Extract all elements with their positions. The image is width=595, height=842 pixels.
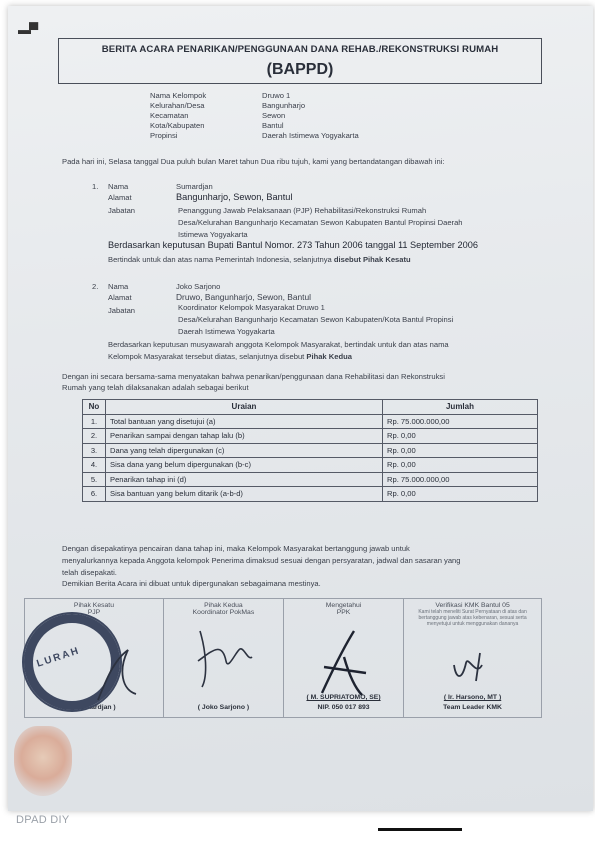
info-value: Daerah Istimewa Yogyakarta	[262, 131, 359, 140]
row-amount: Rp. 0,00	[383, 487, 538, 502]
jabatan-line: Desa/Kelurahan Bangunharjo Kecamatan Sewon Kabupaten Bantul Propinsi Daerah	[178, 218, 463, 227]
jabatan-line: Desa/Kelurahan Bangunharjo Kecamatan Sewon Kabupaten/Kota Bantul Propinsi	[178, 315, 454, 324]
info-value: Druwo 1	[262, 91, 291, 100]
party-number: 2.	[92, 282, 99, 291]
party-name: Joko Sarjono	[176, 282, 221, 291]
info-label: Kelurahan/Desa	[150, 101, 205, 110]
info-value: Bantul	[262, 121, 284, 130]
handwritten-mark: ▬▀	[18, 22, 37, 37]
party-number: 1.	[92, 182, 99, 191]
basis-line	[108, 352, 352, 362]
intro-text: Pada hari ini, Selasa tanggal Dua puluh bulan Maret tahun Dua ribu tujuh, kami yang bertandatangan dibawah ini:	[62, 157, 445, 166]
basis-line: Berdasarkan keputusan musyawarah anggota Kelompok Masyarakat, bertindak untuk dan atas nama	[108, 340, 449, 349]
row-description: Penarikan tahap ini (d)	[106, 472, 383, 487]
closing-line: Demikian Berita Acara ini dibuat untuk dipergunakan sebagaimana mestinya.	[62, 579, 321, 588]
sig-title: Pihak Kedua	[204, 602, 243, 609]
row-number: 1.	[83, 414, 106, 429]
row-number: 4.	[83, 458, 106, 473]
sig-title: Mengetahui	[325, 602, 362, 609]
column-header: No	[83, 400, 106, 415]
bottom-bar	[378, 828, 462, 831]
table-row	[83, 429, 538, 444]
info-label: Propinsi	[150, 131, 178, 140]
acting-statement	[108, 255, 411, 265]
row-amount: Rp. 0,00	[383, 443, 538, 458]
signatory-name: ( Joko Sarjono )	[197, 704, 250, 711]
watermark-seal-icon	[14, 726, 72, 796]
document-subtitle: (BAPPD)	[266, 61, 334, 78]
signatory-nip: NIP. 050 017 893	[317, 704, 370, 711]
stamp-text: LURAH	[35, 645, 82, 670]
basis-prefix: Kelompok Masyarakat tersebut diatas, selanjutnya disebut	[108, 352, 307, 361]
row-description: Total bantuan yang disetujui (a)	[106, 414, 383, 429]
sig-subtitle: Koordinator PokMas	[192, 609, 255, 616]
acting-prefix: Bertindak untuk dan atas nama Pemerintah Indonesia, selanjutnya	[108, 255, 334, 264]
party-address: Druwo, Bangunharjo, Sewon, Bantul	[176, 292, 312, 302]
party-address: Bangunharjo, Sewon, Bantul	[176, 192, 293, 202]
row-amount: Rp. 75.000.000,00	[383, 472, 538, 487]
signature-scribble	[88, 640, 148, 710]
pihak-kedua-label: Pihak Kedua	[306, 352, 352, 361]
statement-line: Dengan ini secara bersama-sama menyatakan bahwa penarikan/penggunaan dana Rehabilitasi dan Rekonstruksi	[62, 372, 445, 381]
table-row	[83, 487, 538, 502]
sig-subtitle: PJP	[87, 609, 101, 616]
jabatan-label: Jabatan	[108, 306, 136, 315]
column-header: Jumlah	[383, 400, 538, 415]
row-number: 2.	[83, 429, 106, 444]
row-description: Dana yang telah dipergunakan (c)	[106, 443, 383, 458]
signatory-name: ( M. SUPRIATOMO, SE)	[306, 694, 381, 701]
funds-table	[82, 399, 538, 502]
info-value: Sewon	[262, 111, 286, 120]
table-row	[83, 443, 538, 458]
info-label: Kota/Kabupaten	[150, 121, 205, 130]
sig-title: Verifikasi KMK Bantul 05	[435, 602, 510, 609]
signature-cell-mengetahui	[283, 599, 403, 718]
info-value: Bangunharjo	[262, 101, 306, 110]
signature-cell-pihak-kedua	[163, 599, 283, 718]
pihak-kesatu-label: disebut Pihak Kesatu	[333, 255, 411, 264]
row-description: Penarikan sampai dengan tahap lalu (b)	[106, 429, 383, 444]
signature-scribble	[314, 627, 374, 697]
row-number: 3.	[83, 443, 106, 458]
table-row	[83, 472, 538, 487]
jabatan-label: Jabatan	[108, 206, 136, 215]
signatory-name: ( Sumardjan )	[72, 704, 116, 711]
jabatan-line: Istimewa Yogyakarta	[178, 230, 248, 239]
info-label: Nama Kelompok	[150, 91, 207, 100]
row-number: 5.	[83, 472, 106, 487]
alamat-label: Alamat	[108, 293, 132, 302]
nama-label: Nama	[108, 182, 129, 191]
alamat-label: Alamat	[108, 193, 132, 202]
row-amount: Rp. 0,00	[383, 458, 538, 473]
statement-line: Rumah yang telah dilaksanakan adalah sebagai berikut	[62, 383, 249, 392]
closing-line: menyalurkannya kepada Anggota kelompok Penerima dimaksud sesuai dengan persyaratan, jadwal dan sasaran yang	[62, 556, 461, 565]
signatory-role: Team Leader KMK	[443, 704, 502, 711]
table-row	[83, 414, 538, 429]
jabatan-line: Koordinator Kelompok Masyarakat Druwo 1	[178, 303, 325, 312]
row-description: Sisa dana yang belum dipergunakan (b-c)	[106, 458, 383, 473]
sig-subtitle: Kami telah meneliti Surat Pernyataan di atas dan bertanggung jawab atas kebenaran, sesuai serta menyetujui untuk menggunakan dananya	[418, 609, 527, 627]
info-label: Kecamatan	[150, 111, 189, 120]
signature-scribble	[448, 645, 494, 685]
column-header: Uraian	[106, 400, 383, 415]
document-title: BERITA ACARA PENARIKAN/PENGGUNAAN DANA REHAB./REKONSTRUKSI RUMAH	[101, 44, 499, 55]
closing-line: Dengan disepakatinya pencairan dana tahap ini, maka Kelompok Masyarakat bertanggung jawab untuk	[62, 544, 410, 553]
row-description: Sisa bantuan yang belum ditarik (a-b-d)	[106, 487, 383, 502]
nama-label: Nama	[108, 282, 129, 291]
sig-subtitle: PPK	[336, 609, 351, 616]
sig-title: Pihak Kesatu	[73, 602, 114, 609]
signatory-name: ( Ir. Harsono, MT )	[443, 694, 502, 701]
decree-basis: Berdasarkan keputusan Bupati Bantul Nomor. 273 Tahun 2006 tanggal 11 September 2006	[108, 240, 478, 250]
row-amount: Rp. 75.000.000,00	[383, 414, 538, 429]
signature-cell-verifikasi	[404, 599, 542, 718]
watermark-text: DPAD DIY	[16, 814, 70, 826]
signature-scribble	[192, 621, 256, 691]
row-number: 6.	[83, 487, 106, 502]
party-name: Sumardjan	[176, 182, 213, 191]
table-header-row	[83, 400, 538, 415]
jabatan-line: Penanggung Jawab Pelaksanaan (PJP) Rehabilitasi/Rekonstruksi Rumah	[178, 206, 427, 215]
jabatan-line: Daerah Istimewa Yogyakarta	[178, 327, 275, 336]
table-row	[83, 458, 538, 473]
closing-line: telah disepakati.	[62, 568, 117, 577]
row-amount: Rp. 0,00	[383, 429, 538, 444]
title-box	[58, 38, 542, 84]
